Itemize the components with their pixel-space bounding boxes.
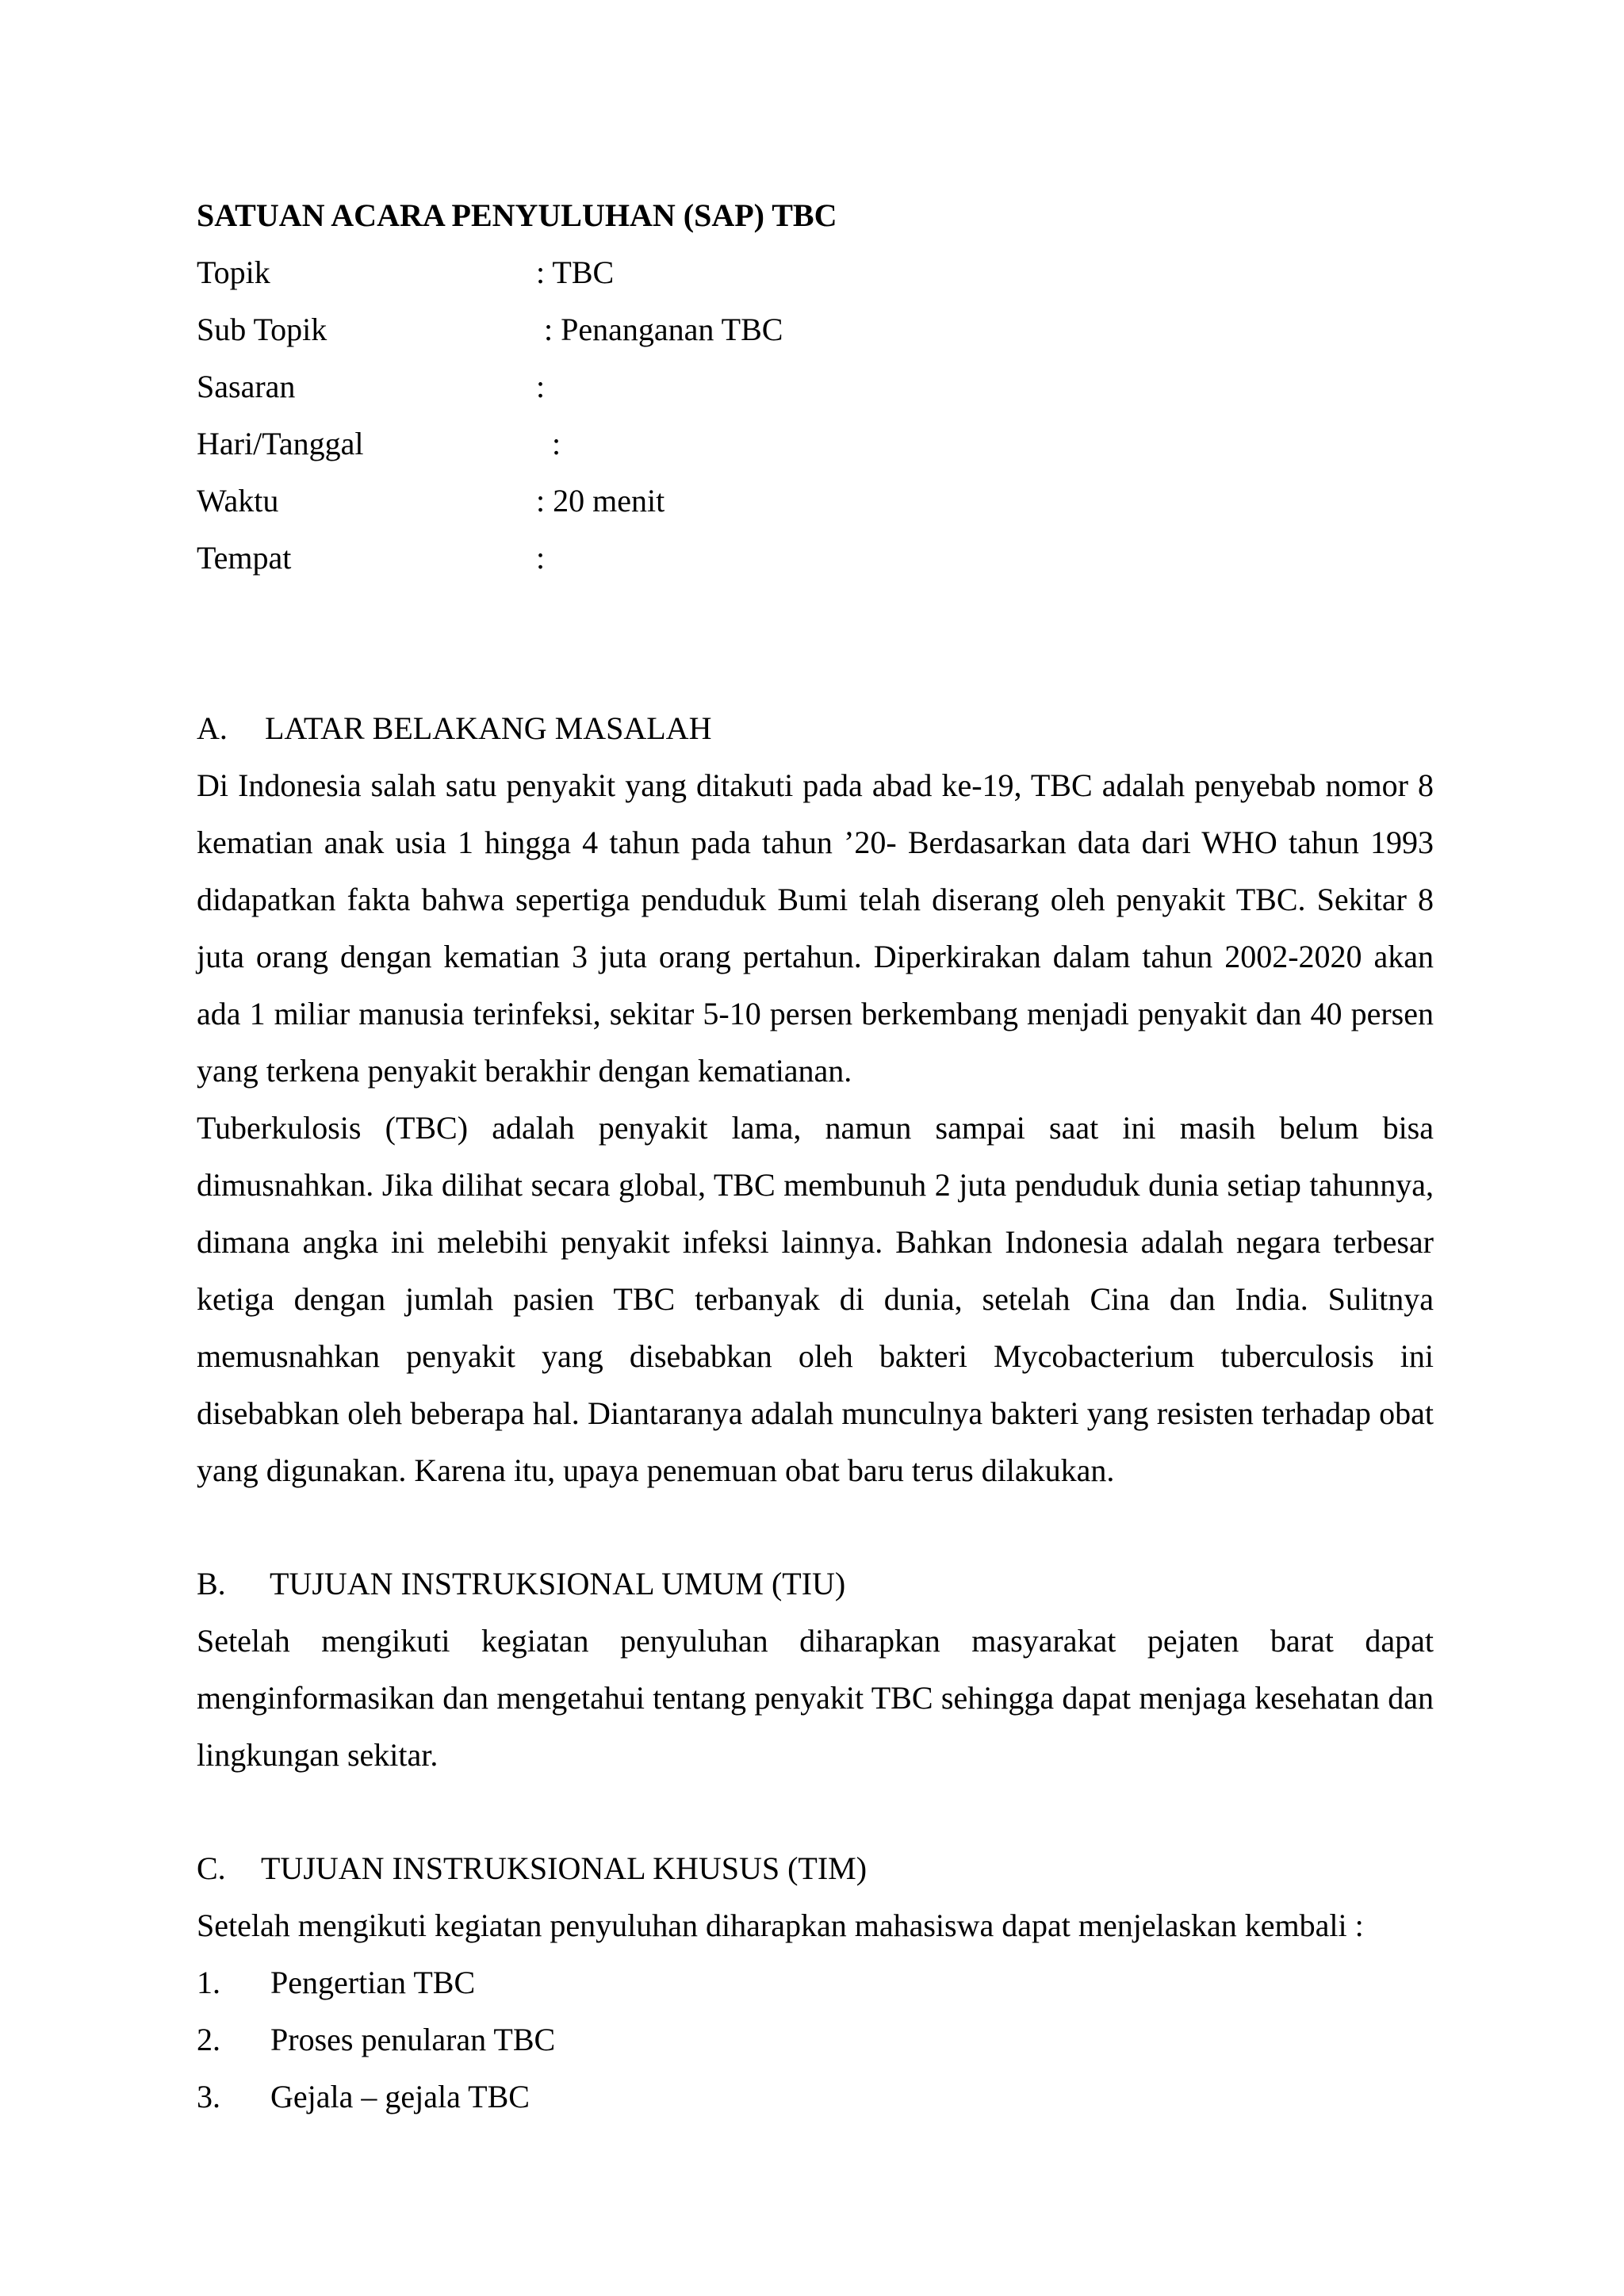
meta-value: : Penanganan TBC [536,312,783,347]
meta-row-tempat [197,530,1434,587]
spacer [197,587,1434,700]
section-letter: A. [197,710,228,746]
list-number: 3. [197,2079,220,2114]
list-number: 2. [197,2022,220,2057]
meta-value: : TBC [536,254,615,290]
section-c-intro: Setelah mengikuti kegiatan penyuluhan diharapkan mahasiswa dapat menjelaskan kembali : [197,1908,1364,1943]
meta-label: Tempat [197,540,292,576]
section-c-heading [197,1840,1434,1897]
list-text: Gejala – gejala TBC [270,2079,530,2114]
spacer [197,1784,1434,1840]
list-text: Pengertian TBC [270,1965,476,2000]
list-item [197,2011,1434,2068]
meta-value: : [536,369,546,404]
meta-row-waktu [197,473,1434,530]
section-a-paragraph-1: Di Indonesia salah satu penyakit yang ditakuti pada abad ke-19, TBC adalah penyebab nomor 8 kematian anak usia 1 hingga 4 tahun pada tahun ’20- Berdasarkan data dari WHO tahun 1993 didapatkan fakta bahwa sepertiga penduduk Bumi telah diserang oleh penyakit TBC. Sekitar 8 juta orang dengan kematian 3 juta orang pertahun. Diperkirakan dalam tahun 2002-2020 akan ada 1 miliar manusia terinfeksi, sekitar 5-10 persen berkembang menjadi penyakit dan 40 persen yang terkena penyakit berakhir dengan kematianan. [197,767,1434,1089]
meta-value: : [536,426,561,461]
section-b-heading [197,1556,1434,1613]
section-title: TUJUAN INSTRUKSIONAL KHUSUS (TIM) [261,1850,868,1886]
meta-label: Hari/Tanggal [197,426,364,461]
section-a-paragraph-2: Tuberkulosis (TBC) adalah penyakit lama, namun sampai saat ini masih belum bisa dimusnahkan. Jika dilihat secara global, TBC membunuh 2 juta penduduk dunia setiap tahunnya, dimana angka ini melebihi penyakit infeksi lainnya. Bahkan Indonesia adalah negara terbesar ketiga dengan jumlah pasien TBC terbanyak di dunia, setelah Cina dan India. Sulitnya memusnahkan penyakit yang disebabkan oleh bakteri Mycobacterium tuberculosis ini disebabkan oleh beberapa hal. Diantaranya adalah munculnya bakteri yang resisten terhadap obat yang digunakan. Karena itu, upaya penemuan obat baru terus dilakukan. [197,1110,1434,1488]
meta-label: Sub Topik [197,312,327,347]
meta-label: Waktu [197,483,279,519]
section-title: LATAR BELAKANG MASALAH [265,710,712,746]
meta-row-hari-tanggal [197,415,1434,473]
meta-label: Sasaran [197,369,296,404]
spacer [197,1499,1434,1556]
list-item [197,2068,1434,2126]
section-title: TUJUAN INSTRUKSIONAL UMUM (TIU) [270,1566,846,1601]
meta-value: : 20 menit [536,483,665,519]
list-number: 1. [197,1965,220,2000]
document-content [197,187,1434,2126]
list-item [197,1954,1434,2011]
meta-value: : [536,540,546,576]
document-title: SATUAN ACARA PENYULUHAN (SAP) TBC [197,197,837,233]
section-a-heading [197,700,1434,757]
section-letter: B. [197,1566,226,1601]
meta-row-sasaran [197,358,1434,415]
section-b-paragraph: Setelah mengikuti kegiatan penyuluhan diharapkan masyarakat pejaten barat dapat menginformasikan dan mengetahui tentang penyakit TBC sehingga dapat menjaga kesehatan dan lingkungan sekitar. [197,1623,1434,1773]
meta-row-sub-topik [197,301,1434,358]
meta-row-topik [197,244,1434,301]
meta-label: Topik [197,254,270,290]
section-letter: C. [197,1850,226,1886]
list-text: Proses penularan TBC [270,2022,556,2057]
